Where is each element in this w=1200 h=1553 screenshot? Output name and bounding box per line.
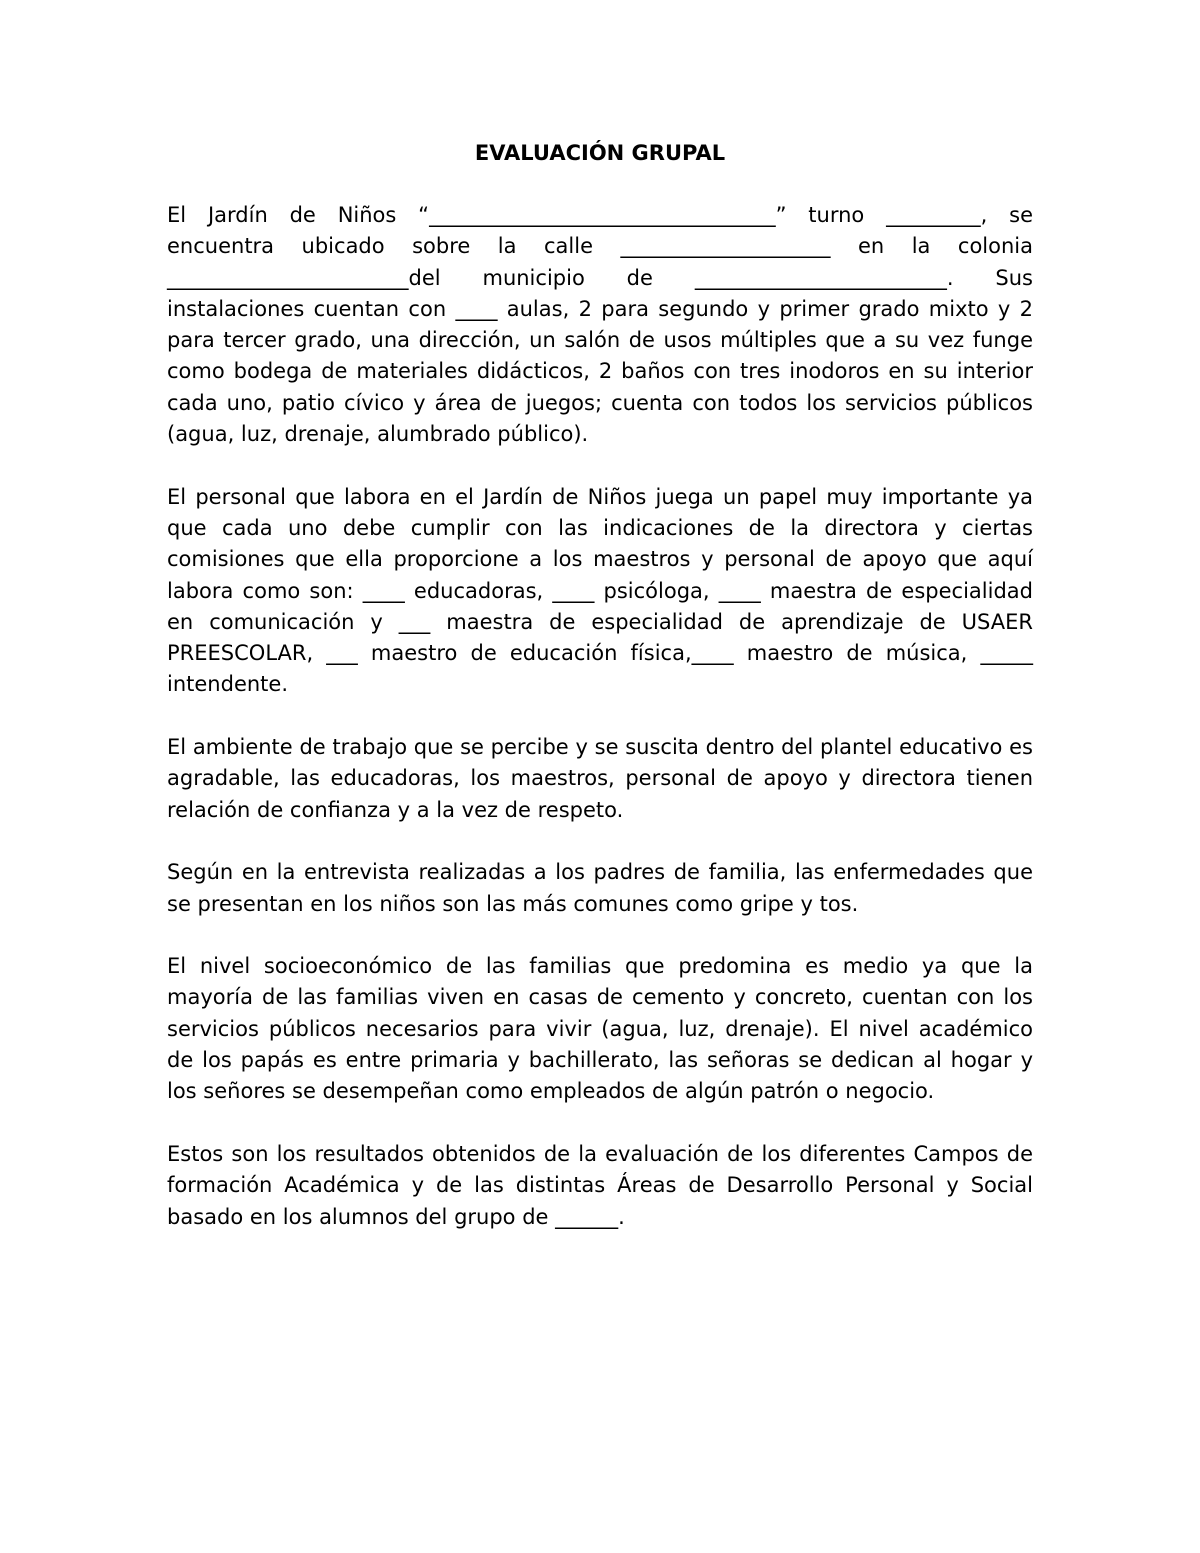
paragraph-staff: El personal que labora en el Jardín de Niños juega un papel muy importante ya que cada uno debe cumplir con las indicaciones de la directora y ciertas comisiones que ella proporcione a los maestros y personal de apoyo que aquí labora como son: ____ educadoras, ____ psicóloga, ____ maestra de especialidad en comunicación y ___ maestra de especialidad de aprendizaje de USAER PREESCOLAR, ___ maestro de educación física,____ maestro de música, _____ intendente. bbox=[167, 484, 1033, 697]
paragraph-school-description: El Jardín de Niños “_________________________________” turno _________, se encuentra ubicado sobre la calle ____________________ en la colonia _______________________del municipio de ________________________. Sus instalaciones cuentan con ____ aulas, 2 para segundo y primer grado mixto y 2 para tercer grado, una dirección, un salón de usos múltiples que a su vez funge como bodega de materiales didácticos, 2 baños con tres inodoros en su interior cada uno, patio cívico y área de juegos; cuenta con todos los servicios públicos (agua, luz, drenaje, alumbrado público). bbox=[167, 203, 1033, 447]
document-page bbox=[167, 138, 1033, 1233]
document-title: EVALUACIÓN GRUPAL bbox=[474, 141, 726, 165]
paragraph-results: Estos son los resultados obtenidos de la evaluación de los diferentes Campos de formación Académica y de las distintas Áreas de Desarrollo Personal y Social basado en los alumnos del grupo de ______. bbox=[167, 1141, 1033, 1229]
paragraph-health: Según en la entrevista realizadas a los padres de familia, las enfermedades que se presentan en los niños son las más comunes como gripe y tos. bbox=[167, 860, 1033, 916]
paragraph-work-environment: El ambiente de trabajo que se percibe y se suscita dentro del plantel educativo es agradable, las educadoras, los maestros, personal de apoyo y directora tienen relación de confianza y a la vez de respeto. bbox=[167, 735, 1033, 822]
paragraph-socioeconomic: El nivel socioeconómico de las familias que predomina es medio ya que la mayoría de las familias viven en casas de cemento y concreto, cuentan con los servicios públicos necesarios para vivir (agua, luz, drenaje). El nivel académico de los papás es entre primaria y bachillerato, las señoras se dedican al hogar y los señores se desempeñan como empleados de algún patrón o negocio. bbox=[167, 954, 1033, 1104]
